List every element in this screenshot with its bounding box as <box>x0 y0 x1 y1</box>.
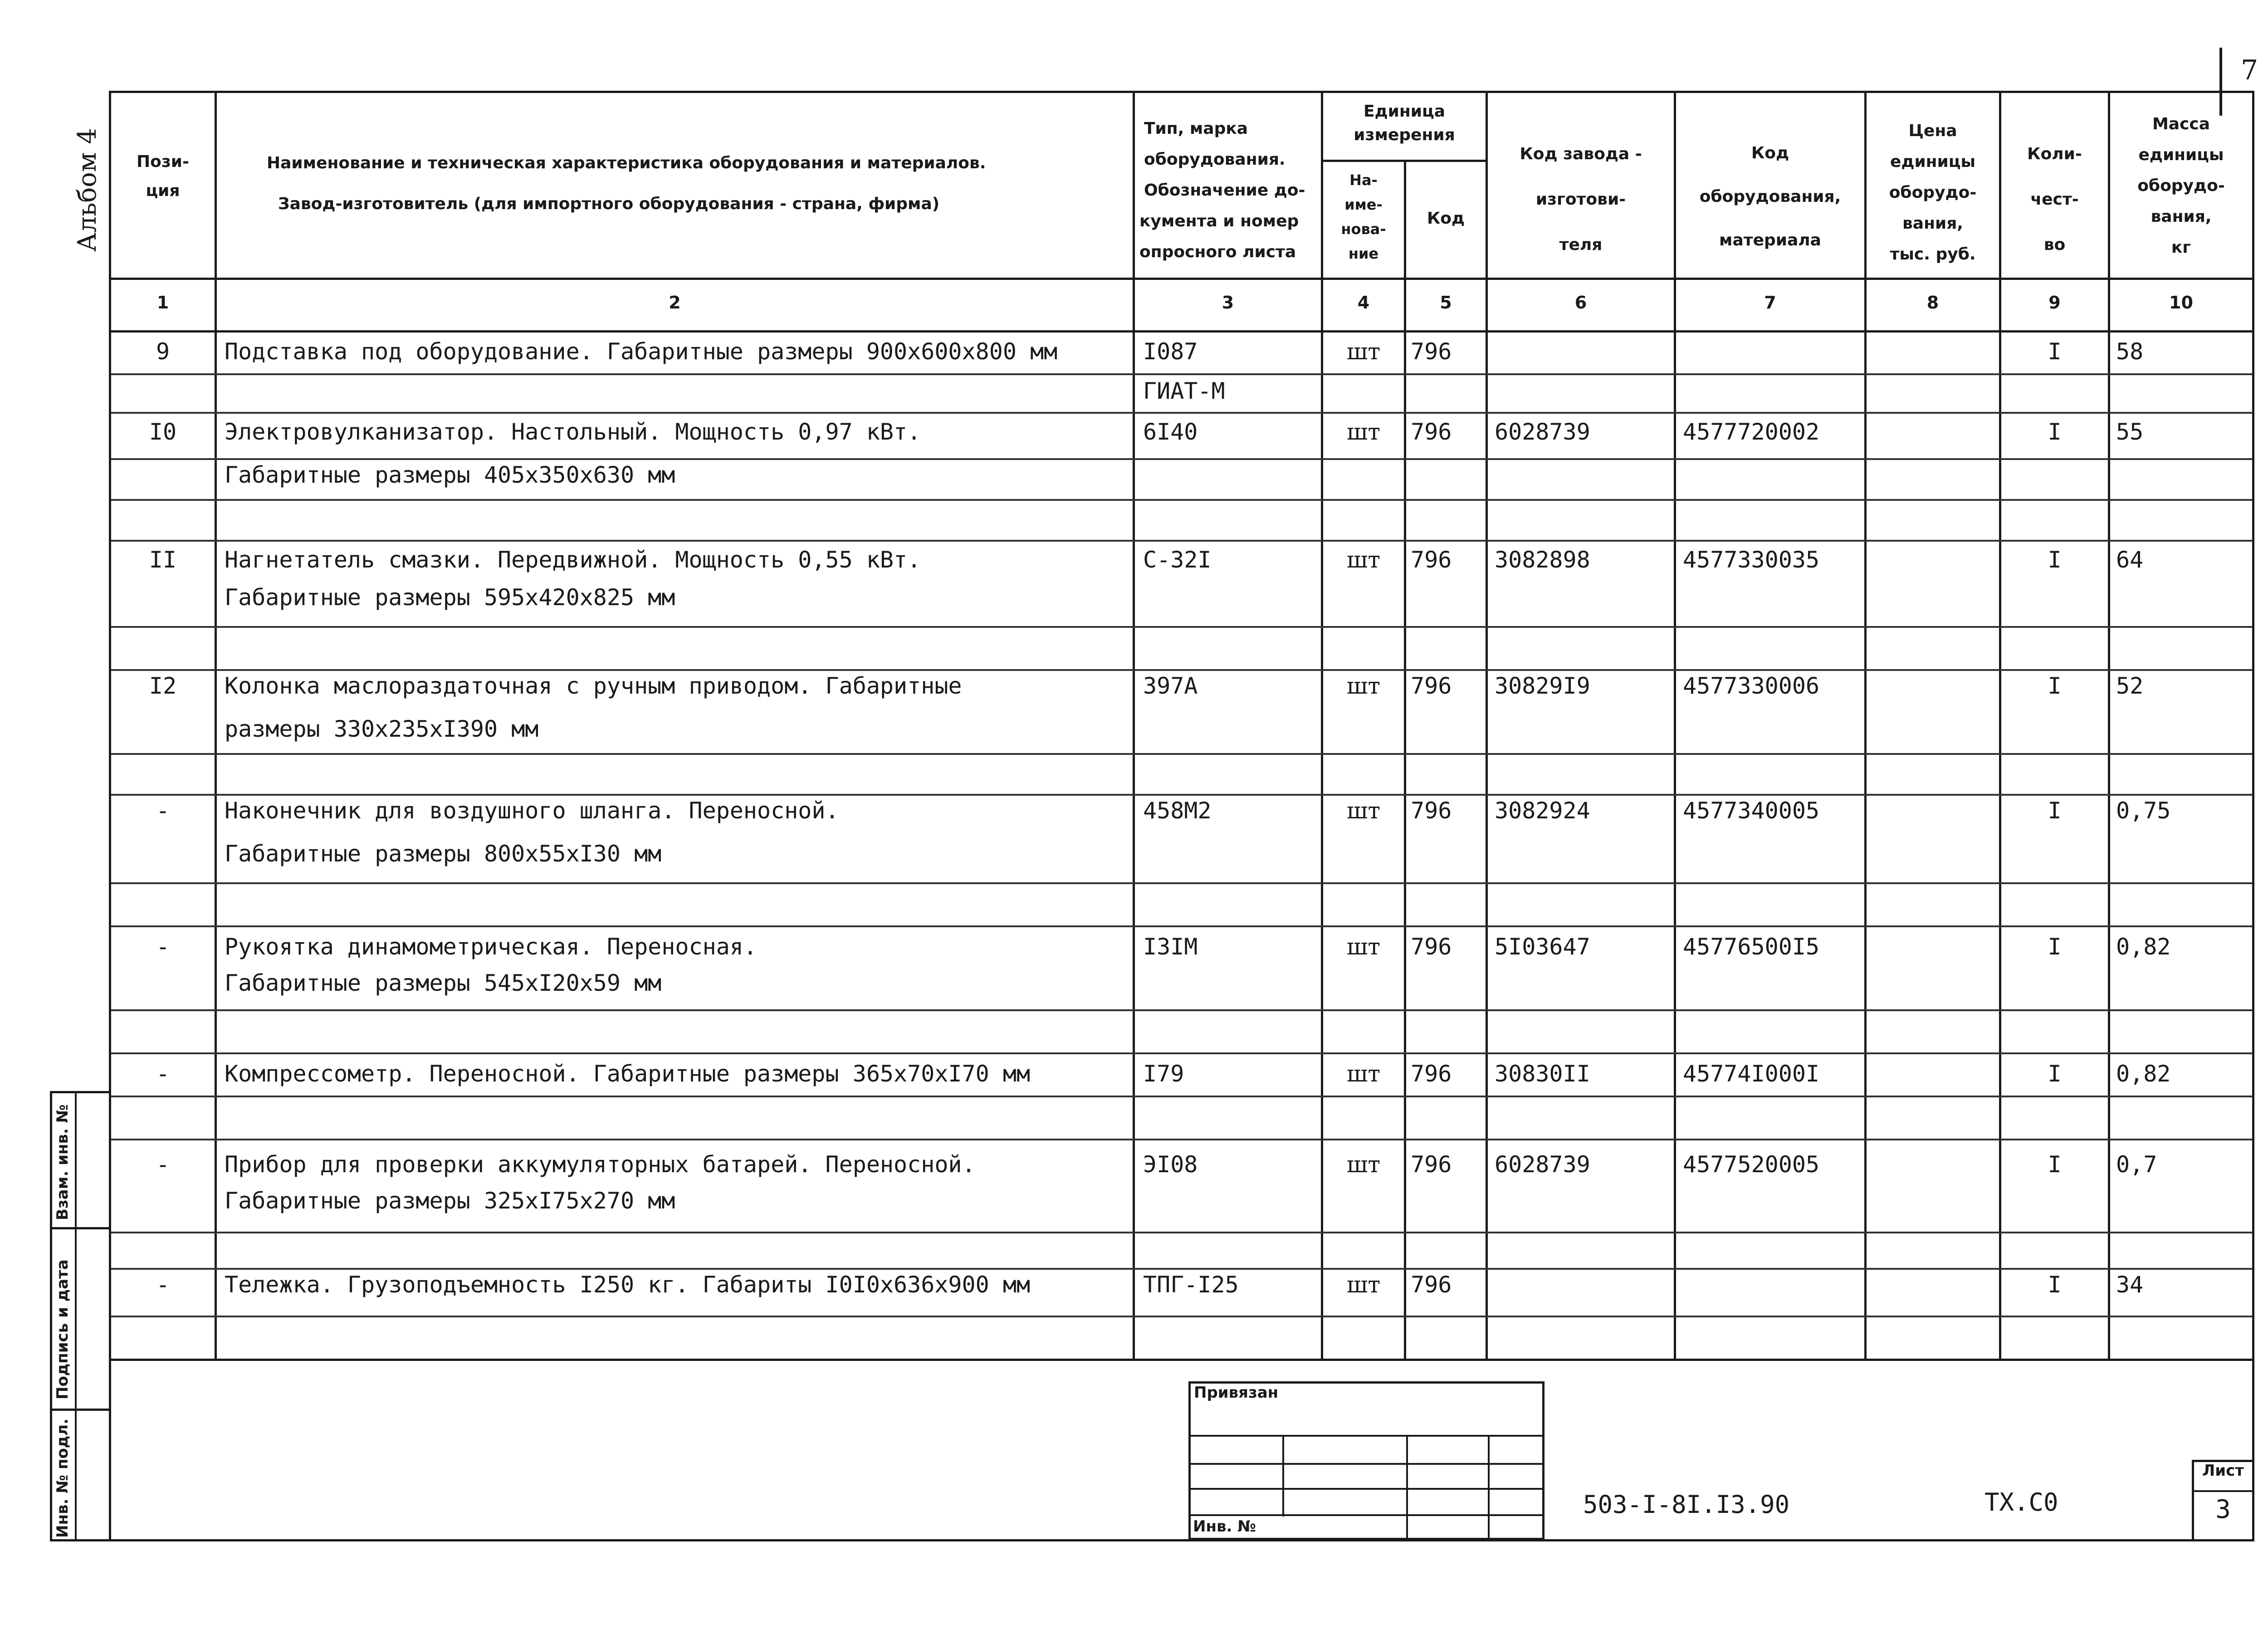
cell-name: Колонка маслораздаточная с ручным приводом. Габаритные <box>225 673 962 699</box>
row-separator <box>111 1268 2252 1270</box>
col-number: 2 <box>669 293 681 313</box>
cell-type: ЭI08 <box>1143 1151 1198 1178</box>
stamp-privyazan-label: Привязан <box>1194 1384 1279 1402</box>
cell-type: ТПГ-I25 <box>1143 1272 1239 1298</box>
cell-type: 6I40 <box>1143 419 1198 445</box>
row-separator <box>111 882 2252 884</box>
col-sep-6 <box>1674 91 1676 1361</box>
side-stamp-divider <box>50 1409 111 1411</box>
cell-name: Рукоятка динамометрическая. Переносная. <box>225 934 757 960</box>
cell-type: 458М2 <box>1143 797 1212 824</box>
cell-qty: I <box>2048 419 2062 445</box>
cell-pos: II <box>149 547 177 573</box>
stamp-line <box>1188 1435 1545 1437</box>
row-separator <box>111 626 2252 628</box>
cell-name: Габаритные размеры 405х350х630 мм <box>225 462 675 488</box>
header-equip-code: Код оборудования, материала <box>1699 144 1841 250</box>
cell-qty: I <box>2048 338 2062 365</box>
cell-name: Компрессометр. Переносной. Габаритные размеры 365х70хI70 мм <box>225 1061 1031 1087</box>
row-separator <box>111 540 2252 542</box>
cell-equip: 4577720002 <box>1683 419 1820 445</box>
stamp-inv-label: Инв. № <box>1193 1517 1256 1536</box>
doc-code: 503-I-8I.I3.90 <box>1583 1490 1790 1519</box>
cell-qty: I <box>2048 673 2062 699</box>
cell-name: размеры 330х235хI390 мм <box>225 716 539 742</box>
stamp-privyazan <box>1188 1381 1545 1540</box>
cell-code: 796 <box>1411 547 1452 573</box>
header-divider <box>109 278 2254 280</box>
cell-pos: 9 <box>156 338 170 365</box>
cell-mass: 0,82 <box>2116 934 2171 960</box>
cell-name: Габаритные размеры 325хI75х270 мм <box>225 1188 675 1214</box>
stamp-line <box>1488 1435 1490 1540</box>
col-number: 6 <box>1574 293 1587 313</box>
cell-mass: 0,82 <box>2116 1061 2171 1087</box>
cell-name: Нагнетатель смазки. Передвижной. Мощность 0,55 кВт. <box>225 547 921 573</box>
stamp-line <box>1188 1463 1545 1465</box>
cell-mass: 52 <box>2116 673 2144 699</box>
cell-pos: I2 <box>149 673 177 699</box>
stamp-line <box>1406 1435 1408 1540</box>
cell-factory: 3082898 <box>1495 547 1590 573</box>
row-separator <box>111 373 2252 375</box>
cell-code: 796 <box>1411 934 1452 960</box>
col-number: 9 <box>2048 293 2061 313</box>
col-number: 3 <box>1222 293 1234 313</box>
side-stamp-divider <box>75 1091 77 1541</box>
cell-unit: шт <box>1346 797 1381 824</box>
cell-qty: I <box>2048 547 2062 573</box>
cell-type: С-32I <box>1143 547 1212 573</box>
stamp-line <box>1188 1488 1545 1490</box>
row-separator <box>111 412 2252 414</box>
cell-type: I087 <box>1143 338 1198 365</box>
cell-qty: I <box>2048 1151 2062 1178</box>
col-sep-4 <box>1404 161 1406 1361</box>
cell-type: I79 <box>1143 1061 1184 1087</box>
header-qty: Коли- чест- во <box>2027 145 2082 254</box>
cell-factory: 30830II <box>1495 1061 1590 1087</box>
cell-unit: шт <box>1346 934 1381 960</box>
side-label-inv-orig: Инв. № подл. <box>54 1418 72 1538</box>
colnum-divider <box>109 330 2254 333</box>
cell-pos: I0 <box>149 419 177 445</box>
page-number-bracket <box>2219 48 2222 116</box>
sheet-label: Лист <box>2202 1462 2244 1480</box>
cell-name: Наконечник для воздушного шланга. Переносной. <box>225 797 839 824</box>
col-sep-5 <box>1486 91 1488 1361</box>
cell-name: Габаритные размеры 545хI20х59 мм <box>225 970 662 996</box>
cell-code: 796 <box>1411 338 1452 365</box>
cell-qty: I <box>2048 1061 2062 1087</box>
col-number: 5 <box>1440 293 1452 313</box>
sheet-number: 3 <box>2215 1495 2231 1524</box>
cell-qty: I <box>2048 797 2062 824</box>
cell-mass: 0,7 <box>2116 1151 2157 1178</box>
col-number: 8 <box>1926 293 1939 313</box>
cell-unit: шт <box>1346 419 1381 445</box>
cell-code: 796 <box>1411 673 1452 699</box>
doc-mark: ТХ.С0 <box>1984 1488 2058 1517</box>
cell-type: 397А <box>1143 673 1198 699</box>
cell-unit: шт <box>1346 1061 1381 1087</box>
cell-name: Тележка. Грузоподъемность I250 кг. Габариты I0I0х636х900 мм <box>225 1272 1031 1298</box>
cell-mass: 0,75 <box>2116 797 2171 824</box>
cell-qty: I <box>2048 1272 2062 1298</box>
cell-unit: шт <box>1346 673 1381 699</box>
cell-pos: - <box>156 797 170 824</box>
cell-equip: 45776500I5 <box>1683 934 1820 960</box>
row-separator <box>111 794 2252 796</box>
header-factory-code: Код завода - изготови- теля <box>1520 145 1642 254</box>
cell-factory: 6028739 <box>1495 419 1590 445</box>
side-stamp-divider <box>50 1227 111 1229</box>
cell-code: 796 <box>1411 1061 1452 1087</box>
row-separator <box>111 1052 2252 1054</box>
header-price: Цена единицы оборудо- вания, тыс. руб. <box>1889 122 1977 264</box>
col-sep-1 <box>215 91 217 1361</box>
cell-unit: шт <box>1346 547 1381 573</box>
cell-qty: I <box>2048 934 2062 960</box>
cell-name: Подставка под оборудование. Габаритные размеры 900х600х800 мм <box>225 338 1058 365</box>
row-separator <box>111 1009 2252 1011</box>
header-pos: Пози- ция <box>137 152 189 200</box>
cell-mass: 58 <box>2116 338 2144 365</box>
col-number: 7 <box>1764 293 1776 313</box>
row-separator <box>111 458 2252 460</box>
stamp-line <box>1188 1514 1545 1516</box>
cell-name: Электровулканизатор. Настольный. Мощность 0,97 кВт. <box>225 419 921 445</box>
header-unit-code: Код <box>1427 209 1465 228</box>
header-type: Тип, марка оборудования. Обозначение до- кумента и номер опросного листа <box>1139 119 1305 261</box>
cell-mass: 34 <box>2116 1272 2144 1298</box>
cell-pos: - <box>156 1061 170 1087</box>
cell-mass: 55 <box>2116 419 2144 445</box>
sheet-box-divider <box>2192 1490 2254 1492</box>
cell-code: 796 <box>1411 1151 1452 1178</box>
cell-type: ГИАТ-М <box>1143 378 1225 404</box>
cell-code: 796 <box>1411 797 1452 824</box>
cell-unit: шт <box>1346 338 1381 365</box>
cell-equip: 4577340005 <box>1683 797 1820 824</box>
header-unit: Единица измерения <box>1354 102 1455 144</box>
cell-equip: 45774I000I <box>1683 1061 1820 1087</box>
col-sep-9 <box>2108 91 2110 1361</box>
cell-type: I3IМ <box>1143 934 1198 960</box>
cell-equip: 4577330035 <box>1683 547 1820 573</box>
row-separator <box>111 669 2252 671</box>
row-separator <box>111 753 2252 755</box>
row-separator <box>111 1232 2252 1233</box>
stamp-line <box>1282 1435 1284 1517</box>
cell-code: 796 <box>1411 1272 1452 1298</box>
cell-pos: - <box>156 1272 170 1298</box>
cell-equip: 4577330006 <box>1683 673 1820 699</box>
cell-name: Прибор для проверки аккумуляторных батарей. Переносной. <box>225 1151 976 1178</box>
cell-code: 796 <box>1411 419 1452 445</box>
cell-name: Габаритные размеры 595х420х825 мм <box>225 584 675 611</box>
cell-unit: шт <box>1346 1272 1381 1298</box>
row-separator <box>111 925 2252 927</box>
cell-mass: 64 <box>2116 547 2144 573</box>
cell-factory: 5I03647 <box>1495 934 1590 960</box>
header-mass: Масса единицы оборудо- вания, кг <box>2137 115 2225 257</box>
cell-factory: 30829I9 <box>1495 673 1590 699</box>
cell-pos: - <box>156 934 170 960</box>
album-label: Альбом 4 <box>73 128 102 252</box>
frame-top <box>109 91 2254 93</box>
frame-right <box>2252 91 2254 1541</box>
cell-factory: 6028739 <box>1495 1151 1590 1178</box>
row-separator <box>111 1139 2252 1140</box>
col-sep-2 <box>1133 91 1135 1361</box>
header-name: Наименование и техническая характеристика оборудования и материалов. Завод-изготовитель (для импортного оборудования - страна, фирма) <box>267 154 986 213</box>
row-separator <box>111 1316 2252 1317</box>
cell-equip: 4577520005 <box>1683 1151 1820 1178</box>
col-number: 1 <box>156 293 169 313</box>
cell-name: Габаритные размеры 800х55хI30 мм <box>225 841 662 867</box>
col-number: 10 <box>2169 293 2193 313</box>
frame-bottom <box>109 1539 2254 1541</box>
col-number: 4 <box>1357 293 1370 313</box>
header-unit-name: На- име- нова- ние <box>1341 171 1386 262</box>
cell-unit: шт <box>1346 1151 1381 1178</box>
col-sep-7 <box>1864 91 1867 1361</box>
side-label-signature: Подпись и дата <box>54 1259 72 1399</box>
page-number: 7 <box>2241 54 2258 86</box>
cell-factory: 3082924 <box>1495 797 1590 824</box>
row-separator <box>111 499 2252 501</box>
table-bottom <box>109 1359 2254 1361</box>
cell-pos: - <box>156 1151 170 1178</box>
row-separator <box>111 1096 2252 1097</box>
unit-subheader-line <box>1321 160 1488 162</box>
side-label-inv-repl: Взам. инв. № <box>54 1104 72 1220</box>
